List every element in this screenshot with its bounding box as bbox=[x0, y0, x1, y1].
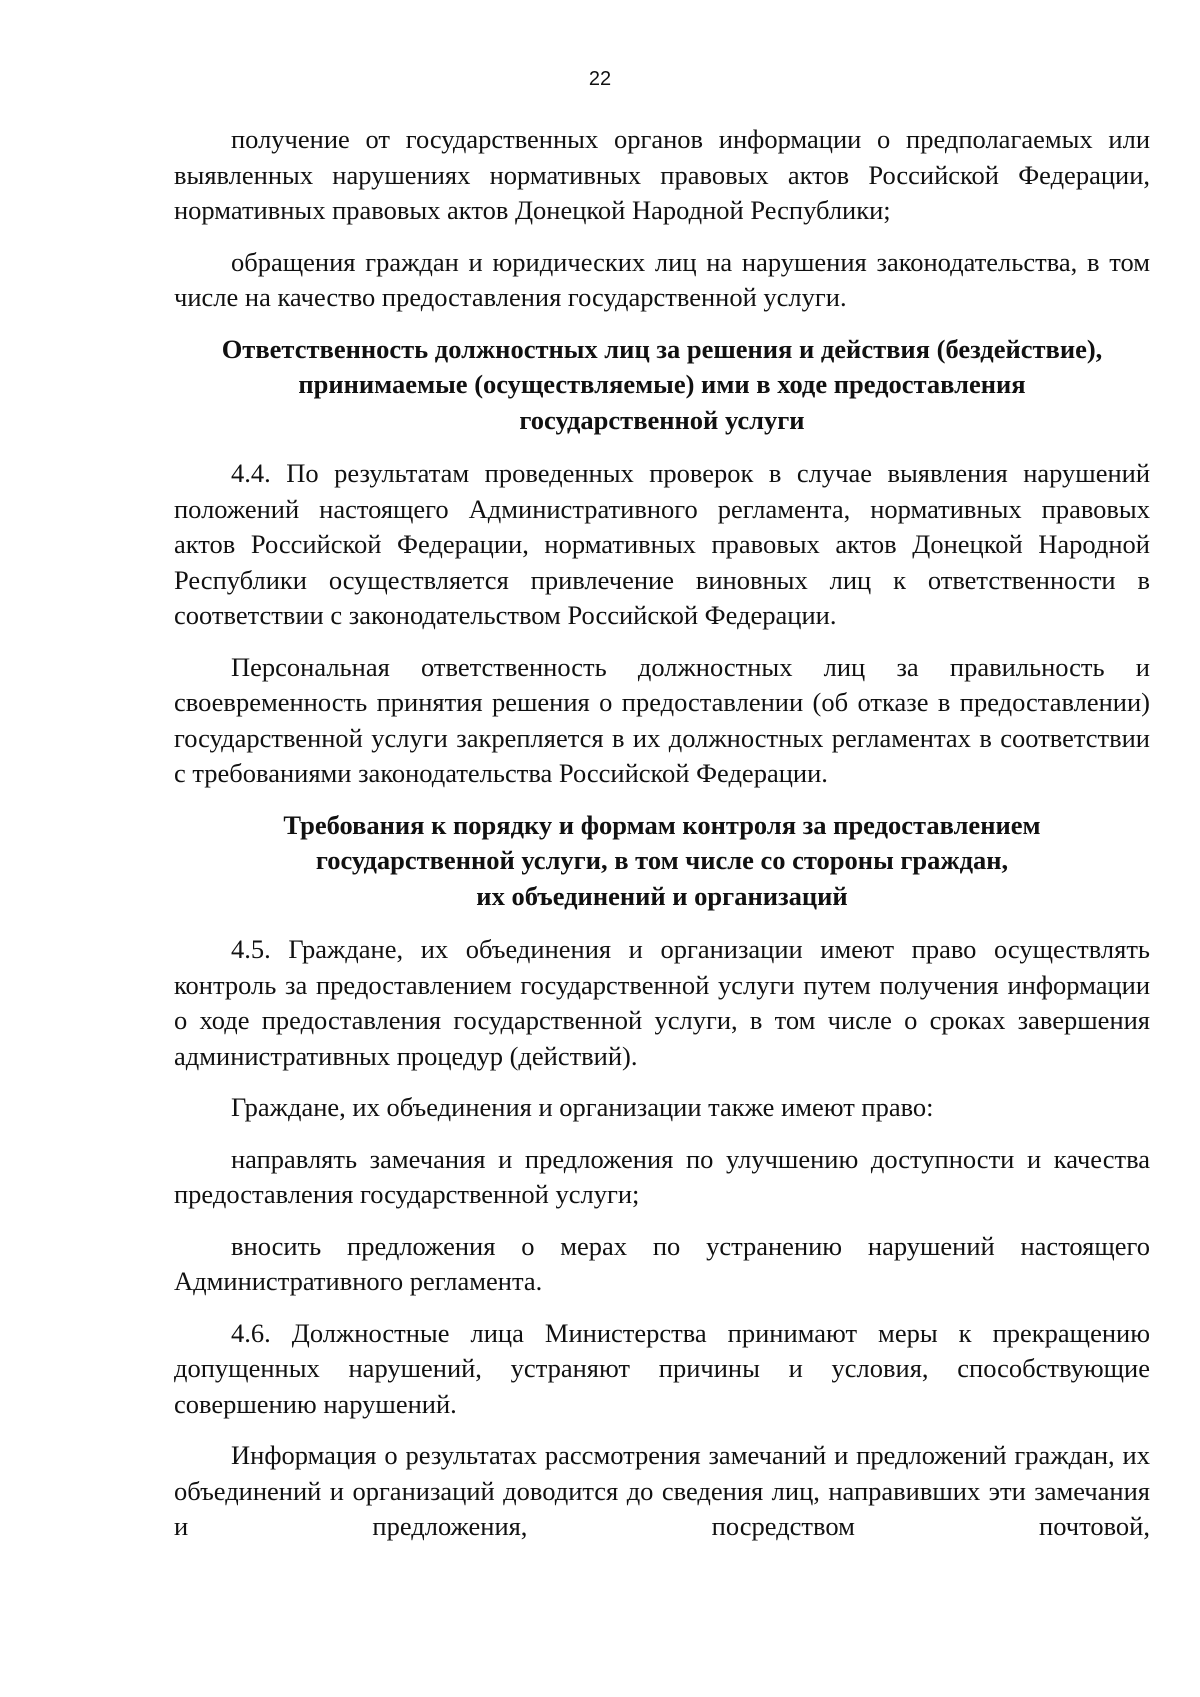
heading-line: Ответственность должностных лиц за решения и действия (бездействие), bbox=[221, 333, 1103, 364]
paragraph-4-6: 4.6. Должностные лица Министерства принимают меры к прекращению допущенных нарушений, устраняют причины и условия, способствующие совершению нарушений. bbox=[174, 1317, 1150, 1419]
paragraph: Граждане, их объединения и организации также имеют право: bbox=[231, 1092, 934, 1122]
heading-line: их объединений и организаций bbox=[476, 880, 848, 911]
section-heading-control bbox=[174, 808, 1150, 915]
paragraph: Информация о результатах рассмотрения замечаний и предложений граждан, их объединений и организаций доводится до сведения лиц, направивших эти замечания и предложения, посредством почтовой, bbox=[174, 1440, 1150, 1541]
heading-line: государственной услуги bbox=[519, 404, 805, 435]
paragraph-4-5: 4.5. Граждане, их объединения и организации имеют право осуществлять контроль за предоставлением государственной услуги путем получения информации о ходе предоставления государственной услуги, в том числе о сроках завершения административных процедур (действий). bbox=[174, 934, 1150, 1071]
document-body bbox=[174, 122, 1150, 1561]
paragraph: Персональная ответственность должностных лиц за правильность и своевременность принятия решения о предоставлении (об отказе в предоставлении) государственной услуги закрепляется в их должностных регламентах в соответствии с требованиями законодательства Российской Федерации. bbox=[174, 651, 1150, 788]
paragraph: направлять замечания и предложения по улучшению доступности и качества предоставления государственной услуги; bbox=[174, 1143, 1150, 1209]
heading-line: принимаемые (осуществляемые) ими в ходе предоставления bbox=[298, 369, 1026, 399]
paragraph-4-4: 4.4. По результатам проведенных проверок в случае выявления нарушений положений настоящего Административного регламента, нормативных правовых актов Российской Федерации, нормативных правовых актов Донецкой Народной Республики осуществляется привлечение виновных лиц к ответственности в соответствии с законодательством Российской Федерации. bbox=[174, 458, 1150, 630]
section-heading-responsibility bbox=[174, 332, 1150, 439]
paragraph: вносить предложения о мерах по устранению нарушений настоящего Административного регламента. bbox=[174, 1230, 1150, 1296]
paragraph: обращения граждан и юридических лиц на нарушения законодательства, в том числе на качество предоставления государственной услуги. bbox=[174, 246, 1150, 312]
heading-line: Требования к порядку и формам контроля за предоставлением bbox=[283, 809, 1041, 840]
page-number: 22 bbox=[588, 68, 612, 90]
heading-line: государственной услуги, в том числе со стороны граждан, bbox=[315, 845, 1009, 875]
paragraph: получение от государственных органов информации о предполагаемых или выявленных нарушениях нормативных правовых актов Российской Федерации, нормативных правовых актов Донецкой Народной Республики; bbox=[174, 124, 1150, 225]
